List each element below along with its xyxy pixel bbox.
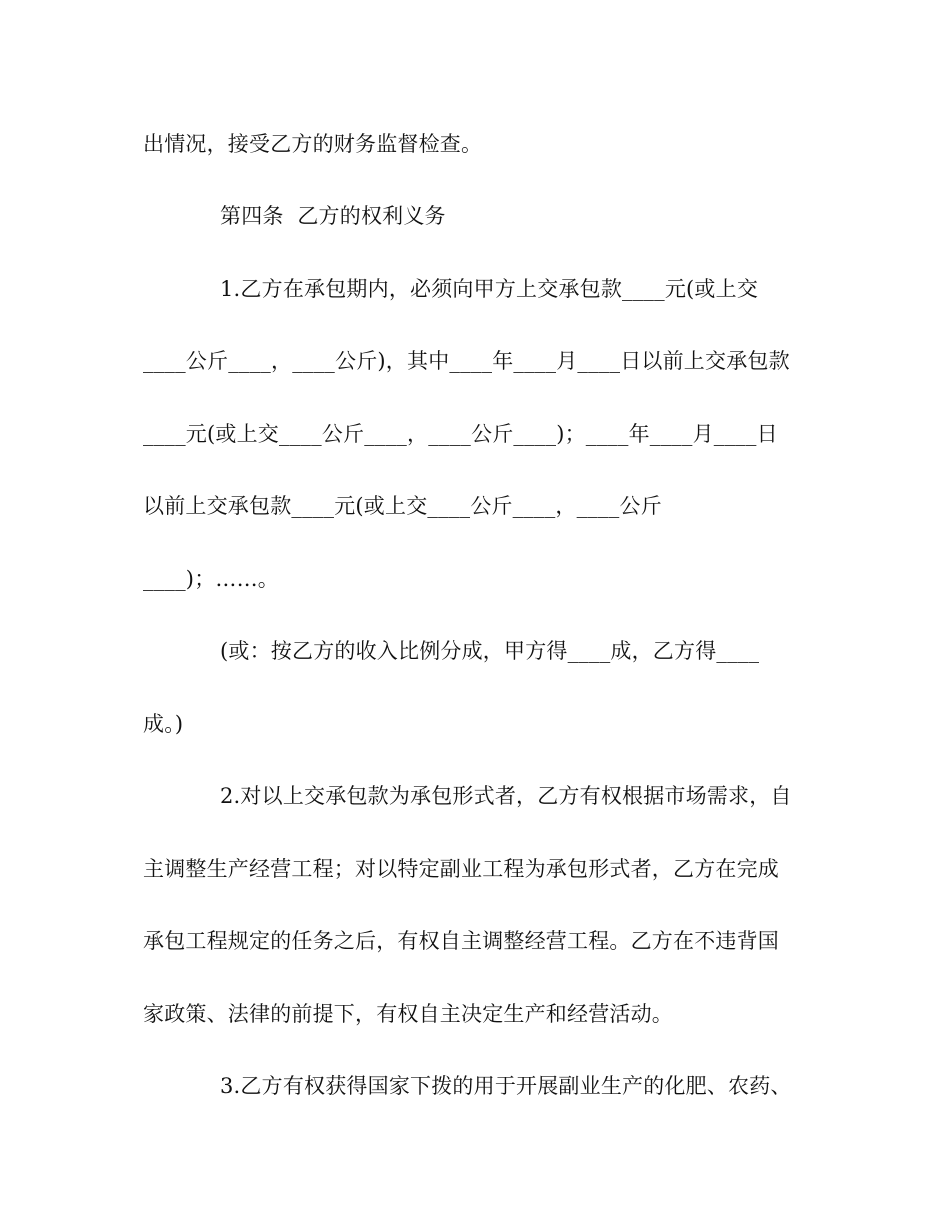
- text-line: 1.乙方在承包期内，必须向甲方上交承包款____元(或上交: [220, 277, 759, 301]
- text-line: 3.乙方有权获得国家下拨的用于开展副业生产的化肥、农药、: [220, 1074, 792, 1098]
- text-line: ____)；……。: [143, 567, 279, 591]
- text-line: 主调整生产经营工程；对以特定副业工程为承包形式者，乙方在完成: [143, 857, 779, 881]
- text-line: 承包工程规定的任务之后，有权自主调整经营工程。乙方在不违背国: [143, 929, 779, 953]
- section-heading: 第四条 乙方的权利义务: [220, 204, 446, 228]
- text-line: ____元(或上交____公斤____，____公斤____)；____年____月____日: [143, 422, 778, 446]
- text-line: ____公斤____，____公斤)，其中____年____月____日以前上交承包款: [143, 349, 790, 373]
- text-line: (或：按乙方的收入比例分成，甲方得____成，乙方得____: [220, 639, 760, 663]
- text-line: 以前上交承包款____元(或上交____公斤____，____公斤: [143, 494, 662, 518]
- text-line: 出情况，接受乙方的财务监督检查。: [143, 132, 483, 156]
- text-line: 2.对以上交承包款为承包形式者，乙方有权根据市场需求，自: [220, 784, 792, 808]
- text-line: 家政策、法律的前提下，有权自主决定生产和经营活动。: [143, 1002, 673, 1026]
- text-line: 成。): [143, 712, 184, 736]
